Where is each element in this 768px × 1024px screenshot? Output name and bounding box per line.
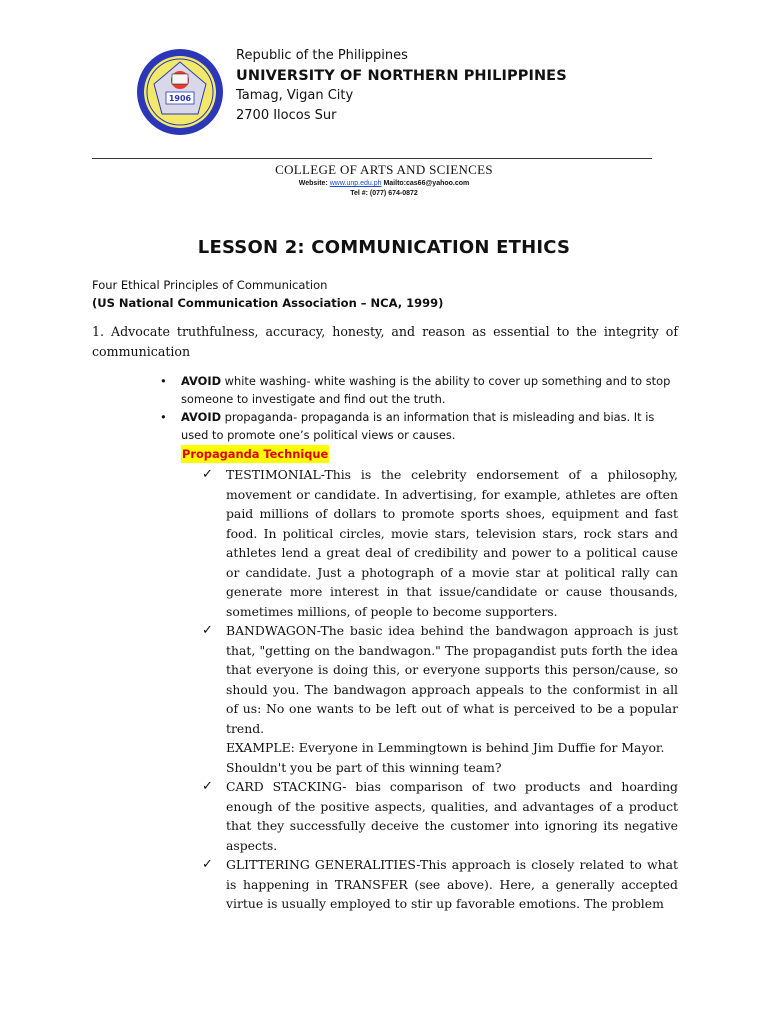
tel-text: Tel #: (077) 674-0872 [350,190,418,197]
propaganda-technique-heading: Propaganda Technique [182,447,329,461]
university-address-block [236,46,567,126]
checkmark-icon: ✓ [202,857,213,872]
technique-example: EXAMPLE: Everyone in Lemmingtown is behind Jim Duffie for Mayor. Shouldn't you be part of this winning team? [226,740,665,775]
technique-text: TESTIMONIAL-This is the celebrity endorsement of a philosophy, movement or candidate. In advertising, for example, athletes are often paid millions of dollars to promote sports shoes, equipment and fast food. In political circles, movie stars, television stars, rock stars and athletes lend a great deal of credibility and power to a political cause or candidate. Just a photograph of a movie star at political rally can generate more interest in that issue/candidate or cause thousands, sometimes millions, of people to become supporters. [226,467,678,619]
subtitle-line-2: (US National Communication Association – NCA, 1999) [92,296,444,310]
bullet-text: propaganda- propaganda is an information that is misleading and bias. It is used to promote one’s political views or causes. [181,410,655,442]
technique-text: GLITTERING GENERALITIES-This approach is closely related to what is happening in TRANSFER (see above). Here, a generally accepted virtue is usually employed to stir up favorable emotions. The problem [226,857,678,911]
lesson-title: LESSON 2: COMMUNICATION ETHICS [197,237,571,258]
bullet-text: white washing- white washing is the ability to cover up something and to stop someone to investigate and find out the truth. [181,374,671,406]
principle-1: 1. Advocate truthfulness, accuracy, honesty, and reason as essential to the integrity of communication [92,324,678,359]
header-divider [92,158,652,159]
checkmark-icon: ✓ [202,779,213,794]
checkmark-icon: ✓ [202,467,213,482]
subtitle-line-1: Four Ethical Principles of Communication [92,278,328,292]
bullet-list [160,372,681,463]
list-item [202,621,678,777]
bullet-dot-icon: • [160,374,167,388]
city-line: Tamag, Vigan City [236,88,354,103]
college-contact [92,179,676,199]
list-item [160,372,681,408]
checkmark-icon: ✓ [202,623,213,638]
list-item [160,408,681,444]
seal-year: 1906 [168,94,192,103]
website-link[interactable]: www.unp.edu.ph [329,180,382,187]
university-name: UNIVERSITY OF NORTHERN PHILIPPINES [236,68,567,84]
bullet-dot-icon: • [160,410,167,424]
bullet-keyword: AVOID [181,410,222,424]
republic-line: Republic of the Philippines [236,48,408,63]
list-item [202,855,678,914]
technique-text: BANDWAGON-The basic idea behind the bandwagon approach is just that, "getting on the bandwagon." The propagandist puts forth the idea that everyone is doing this, or everyone supports this person/cause, so should you. The bandwagon approach appeals to the conformist in all of us: No one wants to be left out of what is perceived to be a popular trend. [226,623,678,736]
technique-text: CARD STACKING- bias comparison of two products and hoarding enough of the positive aspects, qualities, and advantages of a product that they successfully deceive the customer into ignoring its negative aspects. [226,779,678,853]
list-item [202,465,678,621]
list-item [202,777,678,855]
technique-list [202,465,678,914]
province-line: 2700 Ilocos Sur [236,108,337,123]
lesson-subtitle [92,276,443,312]
website-label: Website: [298,180,328,187]
email-text: Mailto:cas66@yahoo.com [383,180,470,187]
college-name: COLLEGE OF ARTS AND SCIENCES [275,162,493,177]
university-seal-logo [136,48,224,136]
bullet-keyword: AVOID [181,374,222,388]
